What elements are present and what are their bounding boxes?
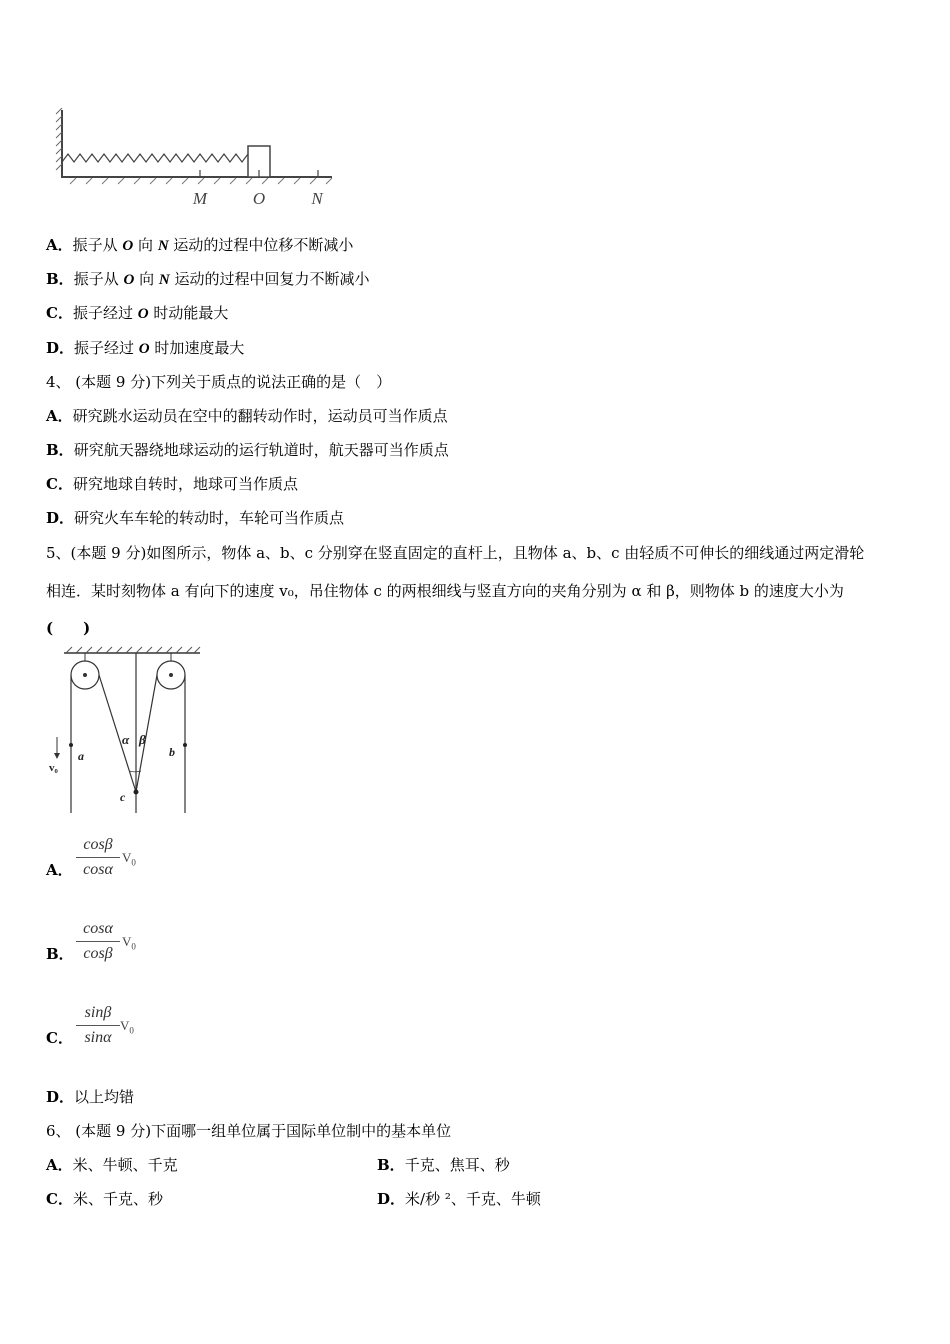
label-b: b bbox=[169, 745, 175, 759]
q3-option-a: A．振子从 O 向 N 运动的过程中位移不断减小 bbox=[46, 236, 354, 254]
label-beta: β bbox=[139, 732, 146, 747]
q5-option-b-label: B． bbox=[46, 945, 74, 963]
q6-stem: 6、 (本题 9 分)下面哪一组单位属于国际单位制中的基本单位 bbox=[46, 1122, 452, 1140]
q5-stem-line2: 相连．某时刻物体 a 有向下的速度 v₀，吊住物体 c 的两根细线与竖直方向的夹角分别为 α 和 β，则物体 b 的速度大小为 bbox=[46, 582, 844, 600]
q6-option-c: C．米、千克、秒 bbox=[46, 1190, 163, 1208]
q4-stem: 4、 (本题 9 分)下列关于质点的说法正确的是（ ） bbox=[46, 373, 392, 391]
q6-option-b: B．千克、焦耳、秒 bbox=[377, 1156, 510, 1174]
q6-option-d: D．米/秒 ²、千克、牛顿 bbox=[377, 1190, 541, 1208]
label-alpha: α bbox=[122, 732, 130, 747]
q5-stem-line1: 5、(本题 9 分)如图所示，物体 a、b、c 分别穿在竖直固定的直杆上，且物体 a、b、c 由轻质不可伸长的细线通过两定滑轮 bbox=[46, 544, 865, 562]
q5-option-b-fraction: cosα cosβ bbox=[76, 918, 120, 965]
q5-option-b-v0: $V_0$ bbox=[122, 934, 136, 952]
q5-option-a-label: A． bbox=[46, 861, 73, 879]
label-O: O bbox=[252, 189, 266, 208]
q4-option-c: C．研究地球自转时，地球可当作质点 bbox=[46, 475, 298, 493]
q5-stem-line3: ( ) bbox=[46, 619, 91, 637]
q4-option-a: A．研究跳水运动员在空中的翻转动作时，运动员可当作质点 bbox=[46, 407, 448, 425]
label-a: a bbox=[78, 749, 84, 763]
label-c: c bbox=[120, 790, 126, 804]
q3-option-d: D．振子经过 O 时加速度最大 bbox=[46, 339, 245, 357]
pulley-system-figure bbox=[44, 645, 214, 820]
q5-option-c-fraction: sinβ sinα bbox=[76, 1002, 120, 1049]
q3-option-b: B．振子从 O 向 N 运动的过程中回复力不断减小 bbox=[46, 270, 370, 288]
q5-option-a-v0: $V_0$ bbox=[122, 850, 136, 868]
q5-option-c-label: C． bbox=[46, 1029, 73, 1047]
q5-option-a-fraction: cosβ cosα bbox=[76, 834, 120, 881]
q5-option-c-v0: $V_0$ bbox=[120, 1018, 134, 1036]
q5-option-d: D．以上均错 bbox=[46, 1088, 135, 1106]
spring bbox=[62, 154, 250, 162]
label-N: N bbox=[311, 189, 323, 208]
label-M: M bbox=[192, 189, 208, 208]
q4-option-d: D．研究火车车轮的转动时，车轮可当作质点 bbox=[46, 509, 345, 527]
spring-oscillator-figure bbox=[50, 100, 350, 210]
q4-option-b: B．研究航天器绕地球运动的运行轨道时，航天器可当作质点 bbox=[46, 441, 449, 459]
q3-option-c: C．振子经过 O 时动能最大 bbox=[46, 304, 229, 322]
label-v0: v₀ bbox=[49, 762, 58, 774]
q6-option-a: A．米、牛顿、千克 bbox=[46, 1156, 178, 1174]
